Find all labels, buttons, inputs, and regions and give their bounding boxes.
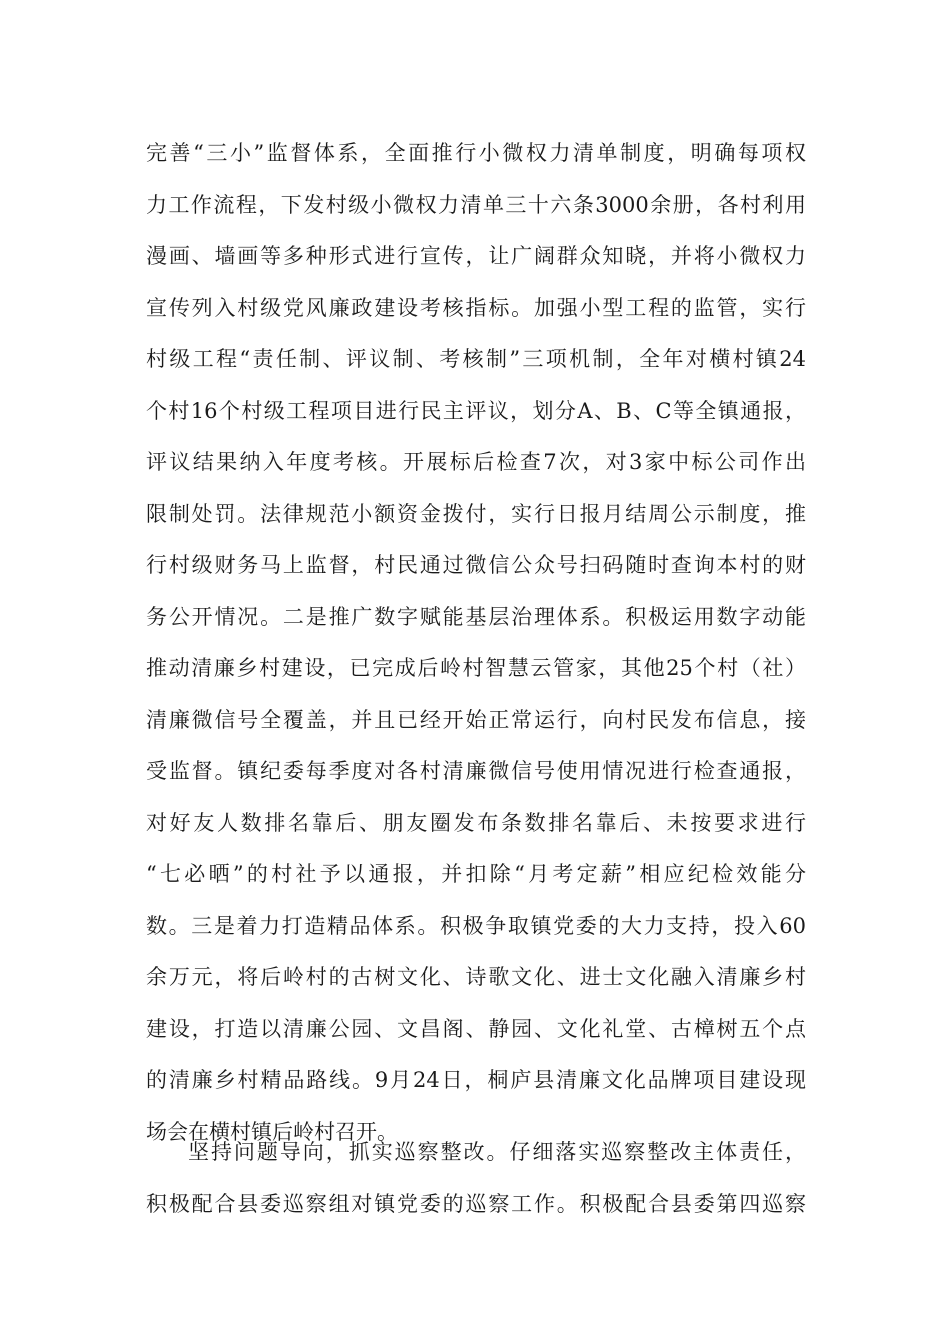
paragraph-line: 场会在横村镇后岭村召开。: [146, 1119, 398, 1144]
paragraph-line: 宣传列入村级党风廉政建设考核指标。加强小型工程的监管，实行: [146, 295, 806, 320]
paragraph-line: “七必晒”的村社予以通报，并扣除“月考定薪”相应纪检效能分: [146, 862, 806, 886]
paragraph-line: 数。三是着力打造精品体系。积极争取镇党委的大力支持，投入60: [146, 913, 806, 938]
paragraph-line: 个村16个村级工程项目进行民主评议，划分A、B、C等全镇通报，: [146, 398, 806, 423]
paragraph-line: 行村级财务马上监督，村民通过微信公众号扫码随时查询本村的财: [146, 553, 806, 577]
paragraph-line: 对好友人数排名靠后、朋友圈发布条数排名靠后、未按要求进行: [146, 810, 806, 835]
paragraph-line: 的清廉乡村精品路线。9月24日，桐庐县清廉文化品牌项目建设现: [146, 1068, 806, 1092]
paragraph-1: [146, 128, 806, 1158]
paragraph-line: 村级工程“责任制、评议制、考核制”三项机制，全年对横村镇24: [146, 347, 806, 371]
paragraph-2: [146, 1127, 806, 1230]
paragraph-line: 完善“三小”监督体系，全面推行小微权力清单制度，明确每项权: [146, 141, 806, 165]
paragraph-line: 务公开情况。二是推广数字赋能基层治理体系。积极运用数字动能: [146, 604, 806, 629]
paragraph-line: 余万元，将后岭村的古树文化、诗歌文化、进士文化融入清廉乡村: [146, 965, 806, 989]
paragraph-line: 清廉微信号全覆盖，并且已经开始正常运行，向村民发布信息，接: [146, 707, 806, 732]
paragraph-line: 推动清廉乡村建设，已完成后岭村智慧云管家，其他25个村（社）: [146, 656, 806, 680]
paragraph-line: 建设，打造以清廉公园、文昌阁、静园、文化礼堂、古樟树五个点: [146, 1016, 806, 1041]
paragraph-line: 力工作流程，下发村级小微权力清单三十六条3000余册，各村利用: [146, 192, 806, 217]
paragraph-line: 限制处罚。法律规范小额资金拨付，实行日报月结周公示制度，推: [146, 501, 806, 526]
paragraph-line: 受监督。镇纪委每季度对各村清廉微信号使用情况进行检查通报，: [146, 759, 806, 783]
paragraph-line: 积极配合县委巡察组对镇党委的巡察工作。积极配合县委第四巡察: [146, 1191, 806, 1216]
paragraph-line: 评议结果纳入年度考核。开展标后检查7次，对3家中标公司作出: [146, 450, 806, 474]
paragraph-line: 坚持问题导向，抓实巡察整改。仔细落实巡察整改主体责任，: [188, 1140, 806, 1164]
paragraph-line: 漫画、墙画等多种形式进行宣传，让广阔群众知晓，并将小微权力: [146, 244, 806, 268]
